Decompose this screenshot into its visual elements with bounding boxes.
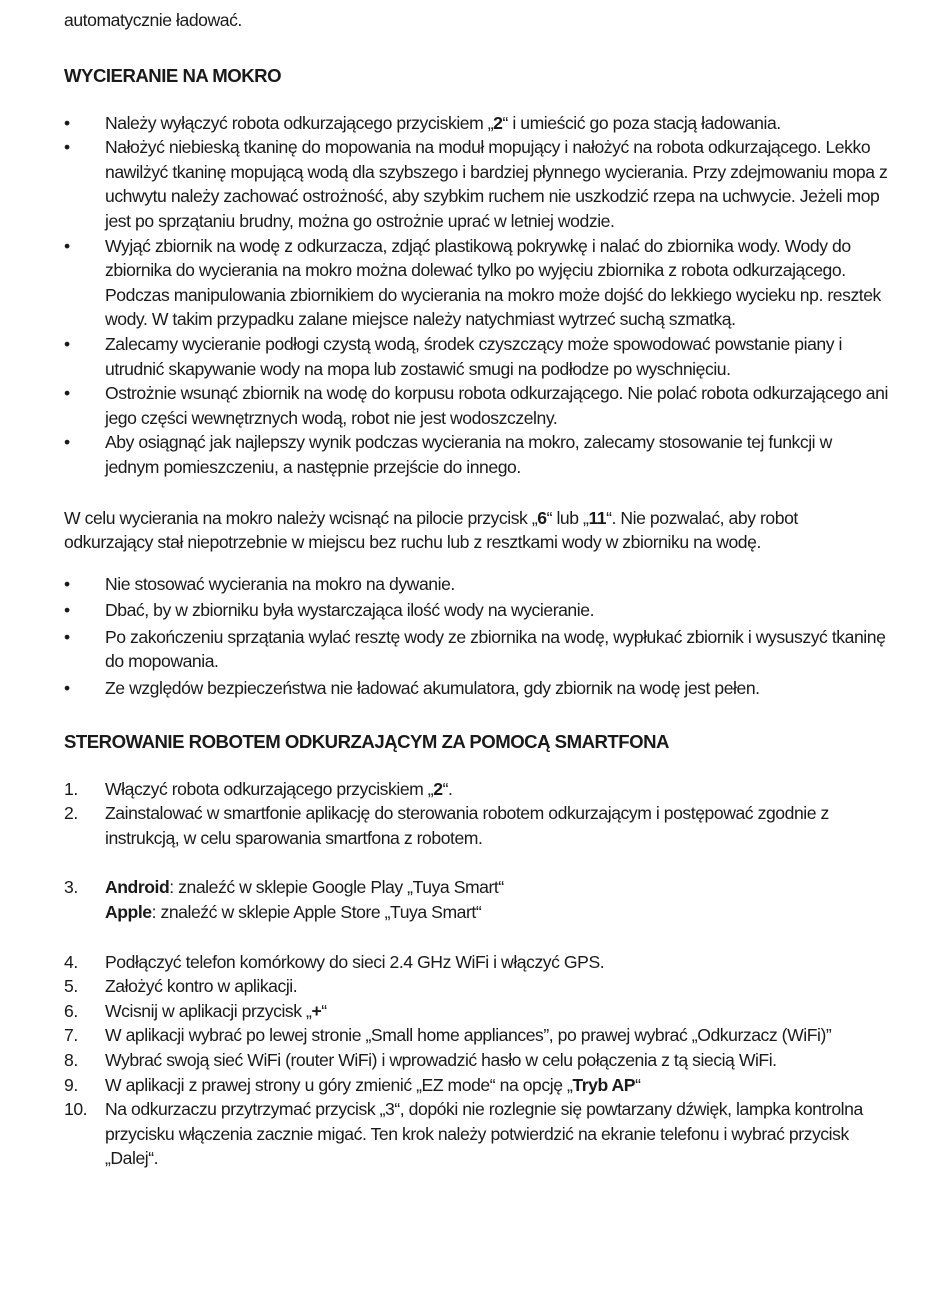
intro-text: automatycznie ładować. [64, 10, 242, 30]
list-item: • Wyjąć zbiornik na wodę z odkurzacza, zdjąć plastikową pokrywkę i nalać do zbiornika wody. Wody do zbiornika do wycierania na mokro można dolewać tylko po wyjęciu zbiornika z robota odkurzającego. Podczas manipulowania zbiornikiem do wycierania na mokro może dojść do lekkiego wycieku np. resztek wody. W takim przypadku zalane miejsce należy natychmiast wytrzeć suchą szmatką. [64, 235, 881, 330]
list-item: • Dbać, by w zbiorniku była wystarczająca ilość wody na wycieranie. [64, 598, 890, 623]
bullet-icon: • [64, 626, 70, 647]
list-item: • Nie stosować wycierania na mokro na dywanie. [64, 572, 890, 597]
wet-mopping-warnings-list [64, 572, 890, 701]
bullet-icon: • [64, 112, 70, 133]
list-item: • Ze względów bezpieczeństwa nie ładować akumulatora, gdy zbiornik na wodę jest pełen. [64, 676, 890, 701]
remote-control-paragraph: W celu wycierania na mokro należy wcisnąć na pilocie przycisk „6“ lub „11“. Nie pozwalać, aby robot odkurzający stał niepotrzebnie w miejscu bez ruchu lub z resztkami wody w zbiorniku na wodę. [64, 507, 798, 553]
bullet-icon: • [64, 333, 70, 354]
list-item: 4. Podłączyć telefon komórkowy do sieci 2.4 GHz WiFi i włączyć GPS. [64, 951, 605, 972]
list-item: 6. Wcisnij w aplikacji przycisk „+“ [64, 1000, 327, 1021]
list-item: 5. Założyć kontro w aplikacji. [64, 976, 298, 997]
list-item: • Ostrożnie wsunąć zbiornik na wodę do korpusu robota odkurzającego. Nie polać robota odkurzającego ani jego części wewnętrznych wodą, robot nie jest wodoszczelny. [64, 383, 888, 428]
bullet-icon: • [64, 432, 70, 453]
bullet-icon: • [64, 573, 70, 594]
smartphone-steps-list [64, 777, 890, 1171]
list-item: • Należy wyłączyć robota odkurzającego przyciskiem „2“ i umieścić go poza stacją ładowania. [64, 111, 890, 136]
bullet-icon: • [64, 600, 70, 621]
section-title-smartphone-control: STEROWANIE ROBOTEM ODKURZAJĄCYM ZA POMOCĄ SMARTFONA [64, 730, 669, 752]
bullet-icon: • [64, 235, 70, 256]
section-title-wet-mopping: WYCIERANIE NA MOKRO [64, 64, 282, 86]
list-item: 10. Na odkurzaczu przytrzymać przycisk „3“, dopóki nie rozlegnie się powtarzany dźwięk, lampka kontrolna przycisku włączenia zacznie migać. Ten krok należy potwierdzić na ekranie telefonu i wybrać przycisk „Dalej“. [64, 1099, 863, 1169]
list-item: 9. W aplikacji z prawej strony u góry zmienić „EZ mode“ na opcję „Tryb AP“ [64, 1074, 641, 1095]
list-item: • Aby osiągnąć jak najlepszy wynik podczas wycierania na mokro, zalecamy stosowanie tej funkcji w jednym pomieszczeniu, a następnie przejście do innego. [64, 432, 832, 477]
list-item: 2. Zainstalować w smartfonie aplikację do sterowania robotem odkurzającym i postępować zgodnie z instrukcją, w celu sparowania smartfona z robotem. [64, 803, 829, 848]
list-item: 7. W aplikacji wybrać po lewej stronie „Small home appliances”, po prawej wybrać „Odkurzacz (WiFi)” [64, 1025, 832, 1046]
list-item: • Po zakończeniu sprzątania wylać resztę wody ze zbiornika na wodę, wypłukać zbiornik i wysuszyć tkaninę do mopowania. [64, 626, 886, 672]
list-item: 3. Android: znaleźć w sklepie Google Play „Tuya Smart“ Apple: znaleźć w sklepie Apple Store „Tuya Smart“ [64, 877, 504, 923]
list-item: • Nałożyć niebieską tkaninę do mopowania na moduł mopujący i nałożyć na robota odkurzającego. Lekko nawilżyć tkaninę mopującą wodą dla szybszego i bardziej płynnego wycierania. Przy zdejmowaniu mopa z uchwytu należy zachować ostrożność, aby szybkim ruchem nie uszkodzić rzepa na uchwycie. Jeżeli mop jest po sprzątaniu brudny, można go ostrożnie uprać w letniej wodzie. [64, 137, 888, 231]
list-item: 8. Wybrać swoją sieć WiFi (router WiFi) i wprowadzić hasło w celu połączenia z tą siecią WiFi. [64, 1050, 777, 1070]
list-item: 1. Włączyć robota odkurzającego przyciskiem „2“. [64, 778, 453, 799]
wet-mopping-bullet-list [64, 111, 890, 480]
list-item: • Zalecamy wycieranie podłogi czystą wodą, środek czyszczący może spowodować powstanie piany i utrudnić skapywanie wody na mopa lub zostawić smugi na podłodze po wyschnięciu. [64, 333, 842, 379]
bullet-icon: • [64, 137, 70, 158]
document-page [64, 8, 890, 1171]
bullet-icon: • [64, 383, 70, 404]
bullet-icon: • [64, 678, 70, 699]
